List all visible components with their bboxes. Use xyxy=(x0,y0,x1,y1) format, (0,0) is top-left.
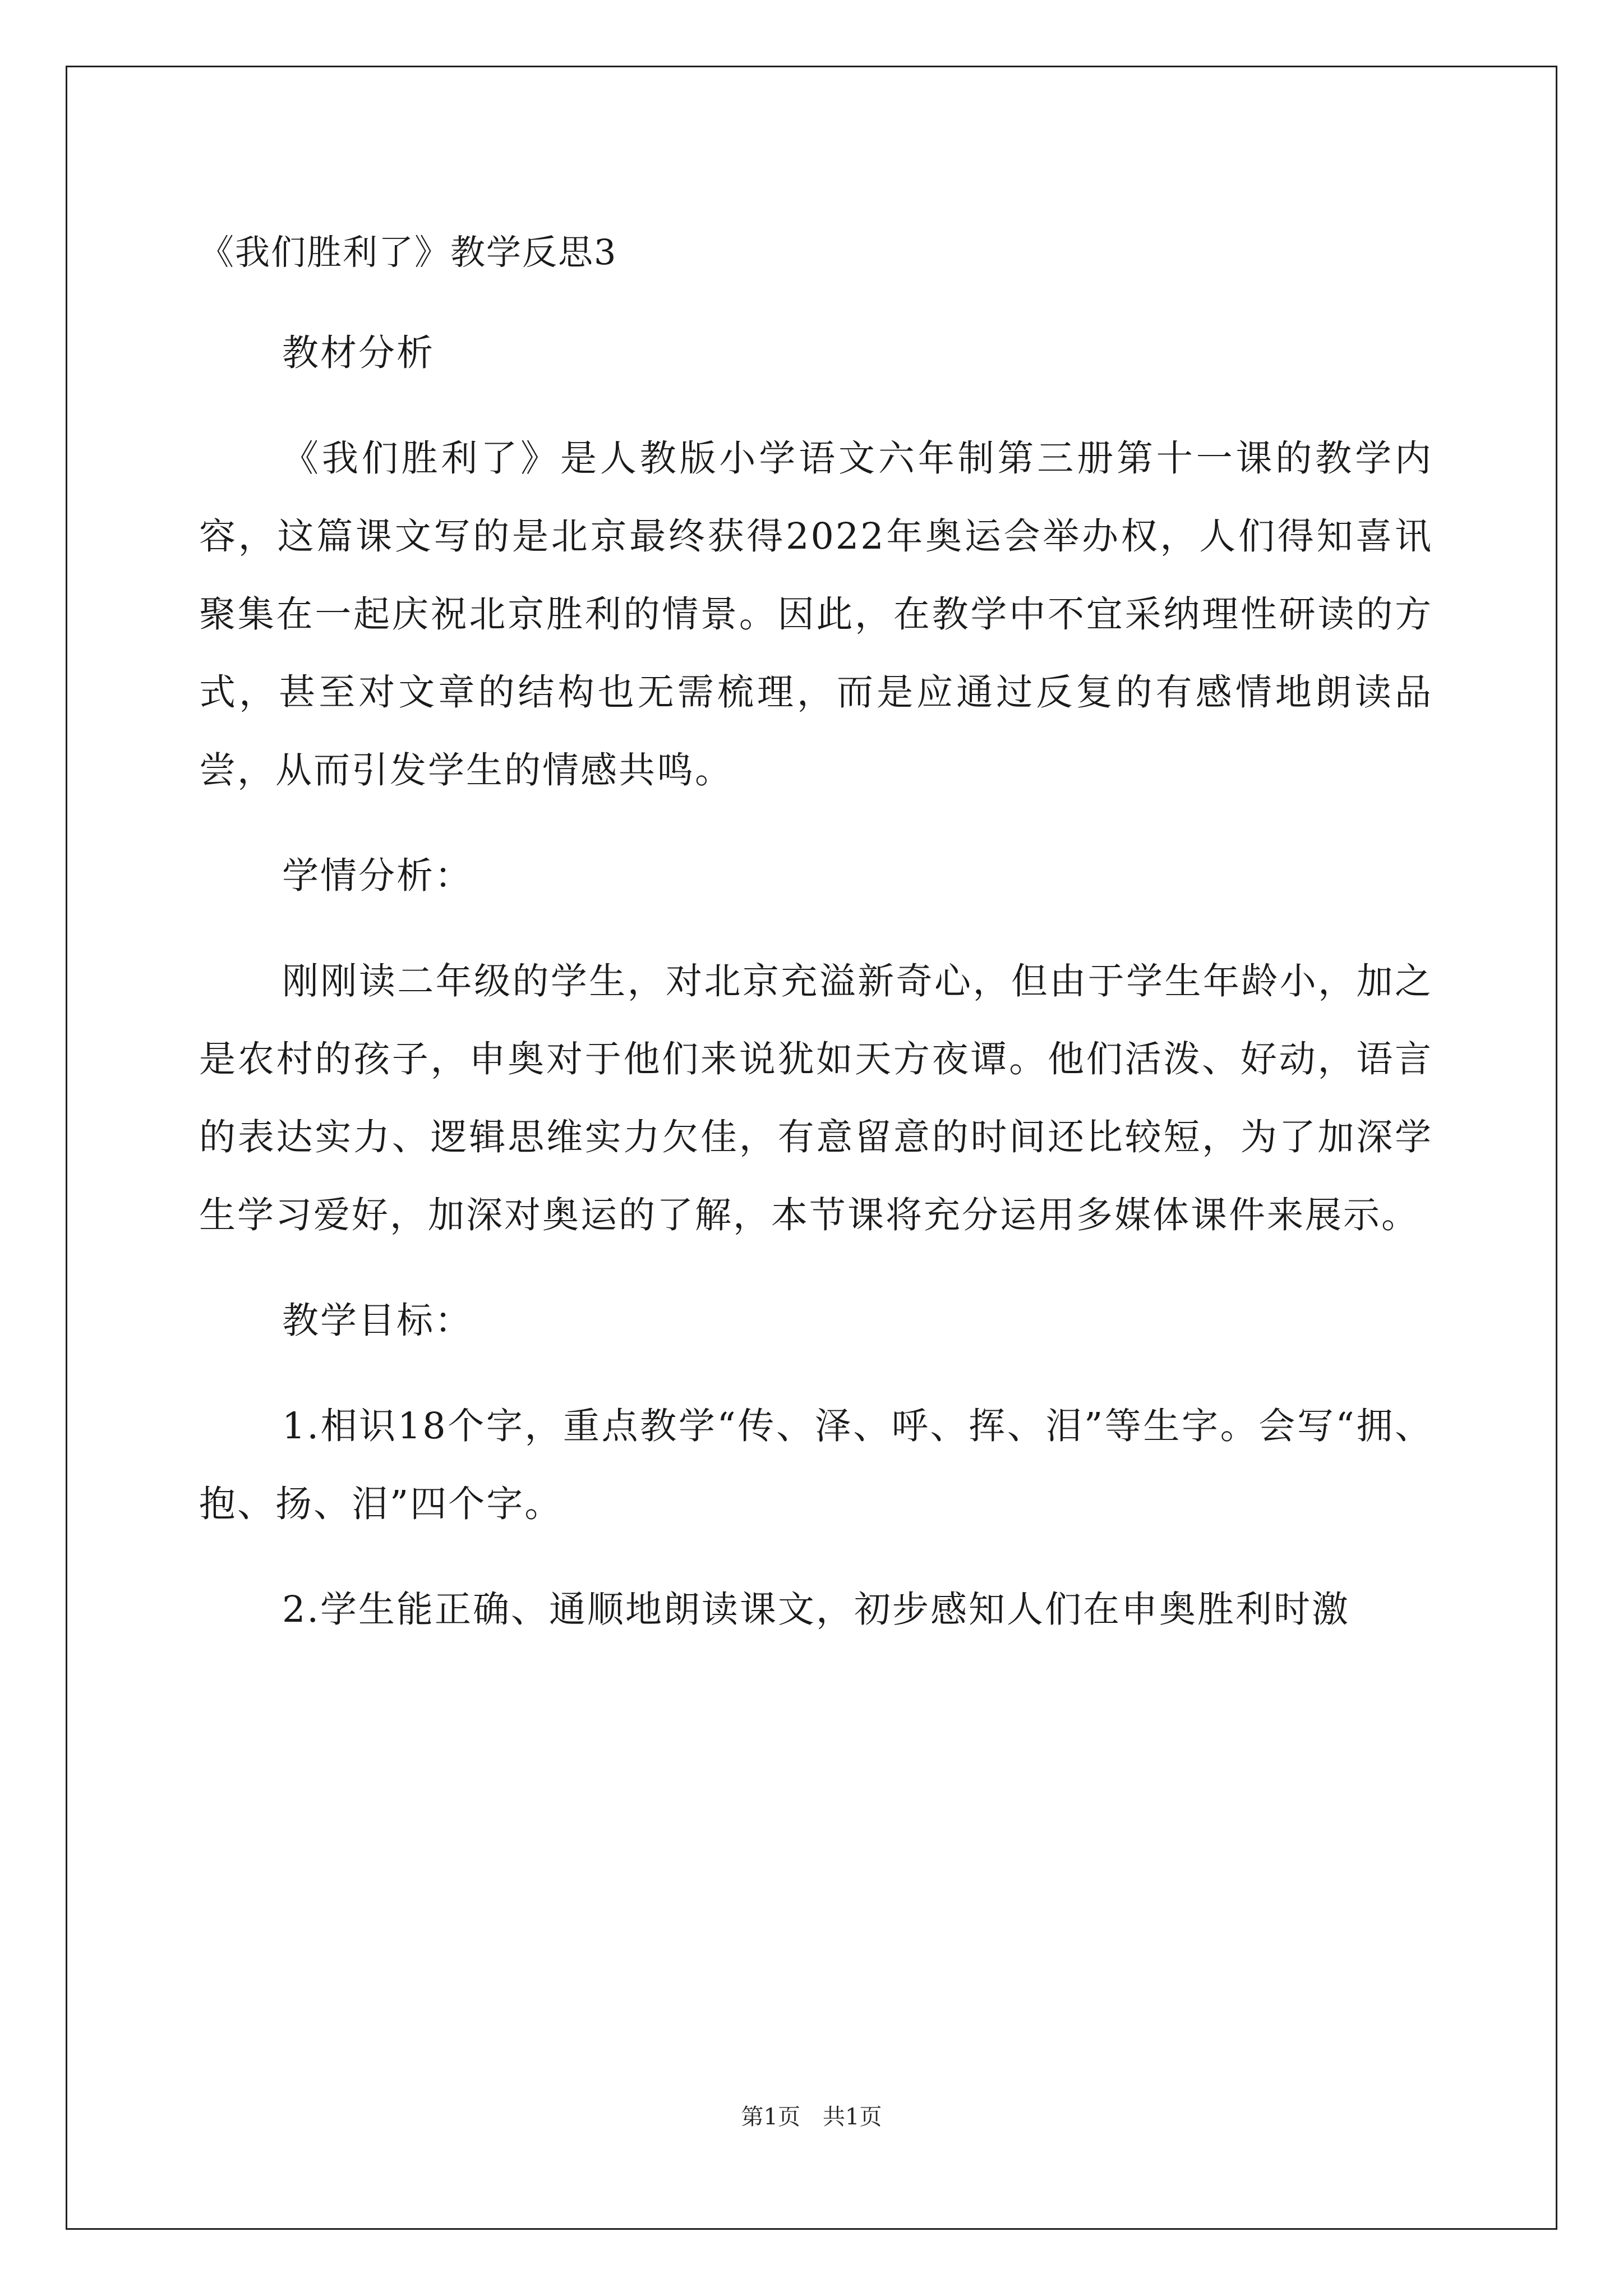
document-title: 《我们胜利了》教学反思3 xyxy=(199,232,617,273)
section-heading-teaching-goals: 教学目标： xyxy=(282,1300,473,1342)
paragraph-textbook-analysis: 《我们胜利了》是人教版小学语文六年制第三册第十一课的教学内容，这篇课文写的是北京最终获得2022年奥运会举办权，人们得知喜讯聚集在一起庆祝北京胜利的情景。因此，在教学中不宜采纳理性研读的方式，甚至对文章的结构也无需梳理，而是应通过反复的有感情地朗读品尝，从而引发学生的情感共鸣。 xyxy=(199,438,1433,792)
page-footer: 第1页 共1页 xyxy=(741,2104,882,2130)
paragraph-goal-2: 2.学生能正确、通顺地朗读课文，初步感知人们在申奥胜利时激 xyxy=(282,1589,1350,1631)
section-heading-student-analysis: 学情分析： xyxy=(282,855,473,897)
section-heading-textbook-analysis: 教材分析 xyxy=(282,332,435,374)
paragraph-student-analysis: 刚刚读二年级的学生，对北京充溢新奇心，但由于学生年龄小，加之是农村的孩子，申奥对于他们来说犹如天方夜谭。他们活泼、好动，语言的表达实力、逻辑思维实力欠佳，有意留意的时间还比较短，为了加深学生学习爱好，加深对奥运的了解，本节课将充分运用多媒体课件来展示。 xyxy=(199,960,1433,1236)
document-body xyxy=(199,219,1433,1676)
paragraph-goal-1: 1.相识18个字，重点教学“传、泽、呼、挥、泪”等生字。会写“拥、抱、扬、泪”四个字。 xyxy=(199,1405,1433,1525)
